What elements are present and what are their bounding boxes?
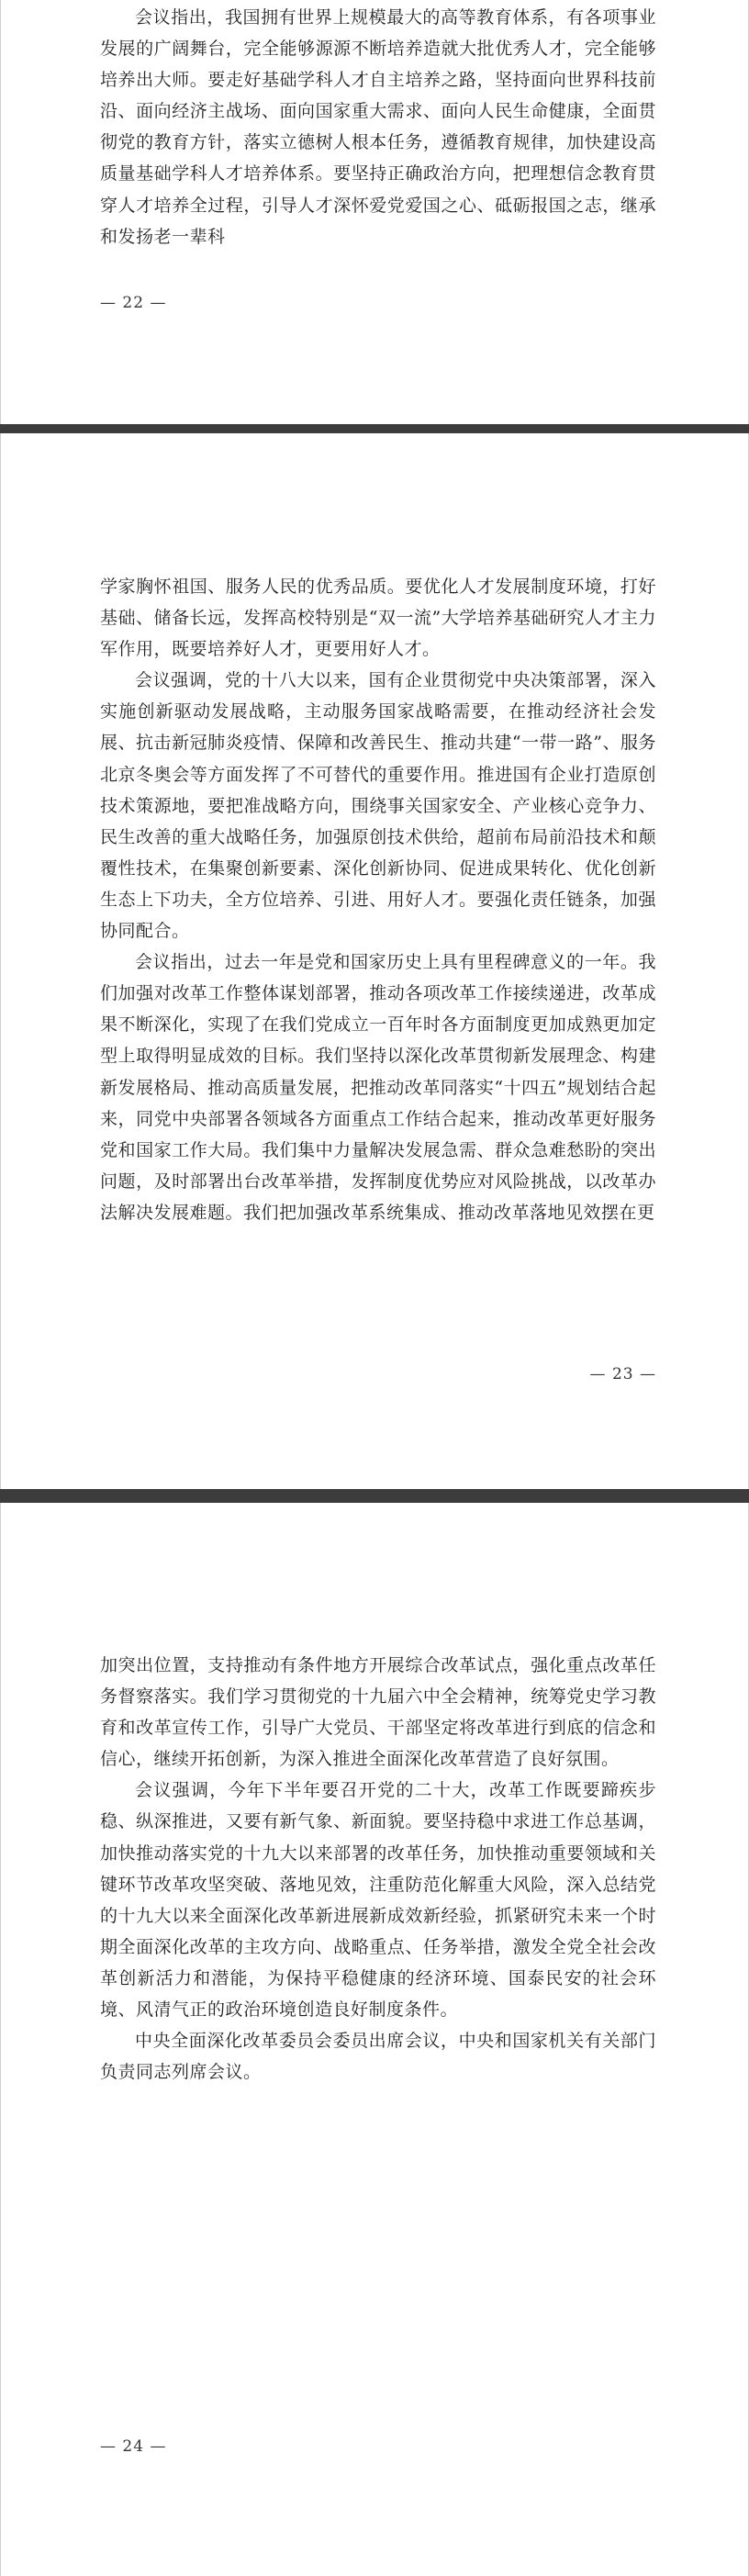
paragraph: 中央全面深化改革委员会委员出席会议，中央和国家机关有关部门负责同志列席会议。 (100, 2031, 656, 2083)
page-number: — 22 — (100, 294, 167, 312)
paragraph: 学家胸怀祖国、服务人民的优秀品质。要优化人才发展制度环境，打好基础、储备长远，发挥高校特别是“双一流”大学培养基础研究人才主力军作用，既要培养好人才，更要用好人才。 (100, 577, 656, 660)
page-number: — 24 — (100, 2437, 167, 2456)
paragraph: 会议强调，今年下半年要召开党的二十大，改革工作既要蹄疾步稳、纵深推进，又要有新气象、新面貌。要坚持稳中求进工作总基调，加快推动落实党的十九大以来部署的改革任务，加快推动重要领域和关键环节改革攻坚突破、落地见效，注重防范化解重大风险，深入总结党的十九大以来全面深化改革新进展新成效新经验，抓紧研究未来一个时期全面深化改革的主攻方向、战略重点、任务举措，激发全党全社会改革创新活力和潜能，为保持平稳健康的经济环境、国泰民安的社会环境、风清气正的政治环境创造良好制度条件。 (100, 1780, 656, 2021)
page-body (100, 1650, 656, 2088)
paragraph: 会议指出，我国拥有世界上规模最大的高等教育体系，有各项事业发展的广阔舞台，完全能够源源不断培养造就大批优秀人才，完全能够培养出大师。要走好基础学科人才自主培养之路，坚持面向世界科技前沿、面向经济主战场、面向国家重大需求、面向人民生命健康，全面贯彻党的教育方针，落实立德树人根本任务，遵循教育规律，加快建设高质量基础学科人才培养体系。要坚持正确政治方向，把理想信念教育贯穿人才培养全过程，引导人才深怀爱党爱国之心、砥砺报国之志，继承和发扬老一辈科 (100, 7, 656, 247)
document-page-24 (0, 1503, 749, 2576)
paragraph: 加突出位置，支持推动有条件地方开展综合改革试点，强化重点改革任务督察落实。我们学习贯彻党的十九届六中全会精神，统筹党史学习教育和改革宣传工作，引导广大党员、干部坚定将改革进行到底的信念和信心，继续开拓创新，为深入推进全面深化改革营造了良好氛围。 (100, 1655, 656, 1770)
paragraph: 会议指出，过去一年是党和国家历史上具有里程碑意义的一年。我们加强对改革工作整体谋划部署，推动各项改革工作接续递进，改革成果不断深化，实现了在我们党成立一百年时各方面制度更加成熟更加定型上取得明显成效的目标。我们坚持以深化改革贯彻新发展理念、构建新发展格局、推动高质量发展，把推动改革同落实“十四五”规划结合起来，同党中央部署各领域各方面重点工作结合起来，推动改革更好服务党和国家工作大局。我们集中力量解决发展急需、群众急难愁盼的突出问题，及时部署出台改革举措，发挥制度优势应对风险挑战，以改革办法解决发展难题。我们把加强改革系统集成、推动改革落地见效摆在更 (100, 952, 656, 1223)
page-number: — 23 — (589, 1365, 656, 1383)
document-page-22 (0, 0, 749, 424)
page-body (100, 2, 656, 252)
document-page-23 (0, 433, 749, 1489)
page-body (100, 571, 656, 1228)
paragraph: 会议强调，党的十八大以来，国有企业贯彻党中央决策部署，深入实施创新驱动发展战略，主动服务国家战略需要，在推动经济社会发展、抗击新冠肺炎疫情、保障和改善民生、推动共建“一带一路”、服务北京冬奥会等方面发挥了不可替代的重要作用。推进国有企业打造原创技术策源地，要把准战略方向，围绕事关国家安全、产业核心竞争力、民生改善的重大战略任务，加强原创技术供给，超前布局前沿技术和颠覆性技术，在集聚创新要素、深化创新协同、促进成果转化、优化创新生态上下功夫，全方位培养、引进、用好人才。要强化责任链条，加强协同配合。 (100, 670, 656, 942)
